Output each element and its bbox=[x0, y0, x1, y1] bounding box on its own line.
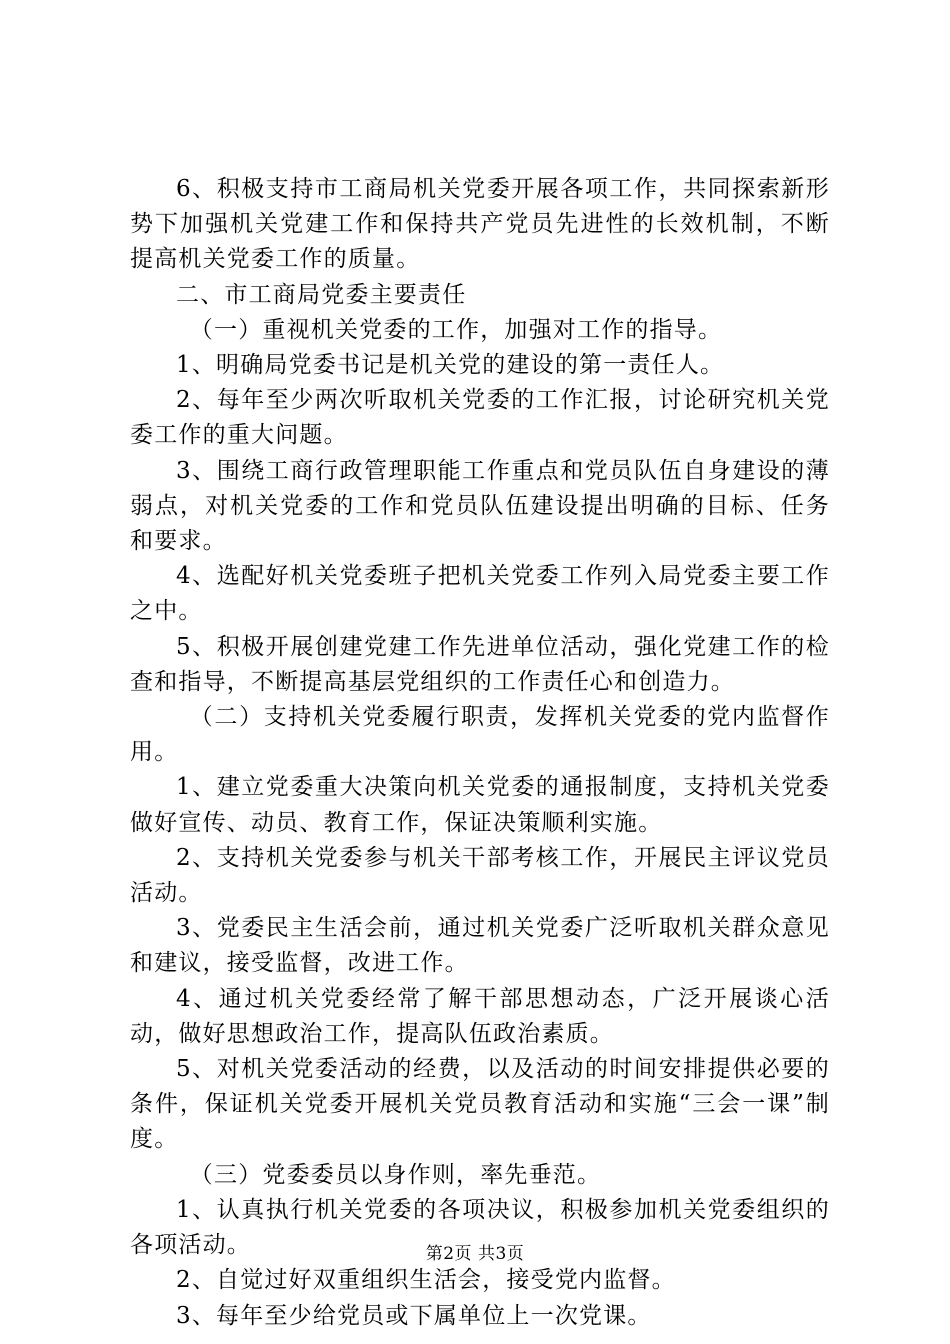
subsection-heading-example: （三）党委委员以身作则，率先垂范。 bbox=[189, 1161, 602, 1188]
paragraph-item-3-goals: 3、围绕工商行政管理职能工作重点和党员队伍自身建设的薄弱点，对机关党委的工作和党员队伍建设提出明确的目标、任务和要求。 bbox=[130, 457, 830, 555]
subsection-heading-guidance: （一）重视机关党委的工作，加强对工作的指导。 bbox=[189, 316, 723, 343]
paragraph-item-2-assessment: 2、支持机关党委参与机关干部考核工作，开展民主评议党员活动。 bbox=[130, 844, 830, 907]
paragraph-item-2-reports: 2、每年至少两次听取机关党委的工作汇报，讨论研究机关党委工作的重大问题。 bbox=[130, 387, 830, 449]
paragraph-item-3-life-meeting: 3、党委民主生活会前，通过机关党委广泛听取机关群众意见和建议，接受监督，改进工作。 bbox=[130, 915, 830, 977]
paragraph-item-1-resolutions: 1、认真执行机关党委的各项决议，积极参加机关党委组织的各项活动。 bbox=[130, 1196, 830, 1259]
page-number-footer: 第2页 共3页 bbox=[425, 1244, 525, 1264]
paragraph-item-5-funding: 5、对机关党委活动的经费，以及活动的时间安排提供必要的条件，保证机关党委开展机关党员教育活动和实施“三会一课”制度。 bbox=[130, 1056, 830, 1153]
paragraph-item-1-briefing: 1、建立党委重大决策向机关党委的通报制度，支持机关党委做好宣传、动员、教育工作，保证决策顺利实施。 bbox=[130, 774, 830, 836]
paragraph-item-4-team: 4、选配好机关党委班子把机关党委工作列入局党委主要工作之中。 bbox=[130, 563, 830, 625]
paragraph-item-2-dual-meetings: 2、自觉过好双重组织生活会，接受党内监督。 bbox=[176, 1267, 676, 1294]
paragraph-item-3-party-lecture: 3、每年至少给党员或下属单位上一次党课。 bbox=[176, 1302, 652, 1329]
section-heading-responsibilities: 二、市工商局党委主要责任 bbox=[176, 281, 467, 308]
subsection-heading-supervision: （二）支持机关党委履行职责，发挥机关党委的党内监督作用。 bbox=[130, 704, 830, 766]
document-body bbox=[130, 172, 830, 1334]
paragraph-item-4-talks: 4、通过机关党委经常了解干部思想动态，广泛开展谈心活动，做好思想政治工作，提高队伍政治素质。 bbox=[130, 985, 830, 1047]
paragraph-item-5-activities: 5、积极开展创建党建工作先进单位活动，强化党建工作的检查和指导，不断提高基层党组织的工作责任心和创造力。 bbox=[130, 633, 830, 695]
paragraph-item-1-secretary: 1、明确局党委书记是机关党的建设的第一责任人。 bbox=[176, 352, 725, 379]
paragraph-item-6-mechanism: 6、积极支持市工商局机关党委开展各项工作，共同探索新形势下加强机关党建工作和保持共产党员先进性的长效机制，不断提高机关党委工作的质量。 bbox=[130, 176, 830, 273]
